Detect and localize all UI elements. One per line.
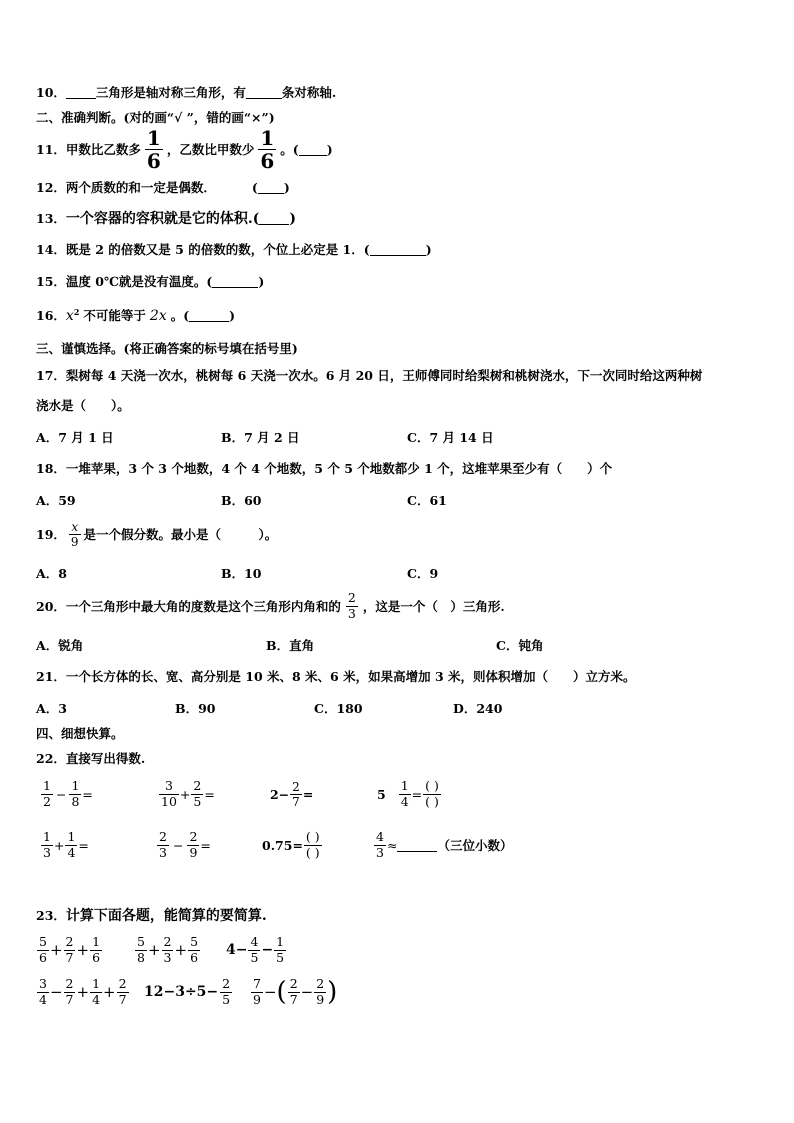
- answer-blank[interactable]: [299, 142, 327, 156]
- question-23: 23．计算下面各题，能简算的要简算.: [36, 908, 267, 924]
- option-a[interactable]: A．3: [36, 701, 67, 716]
- option-d[interactable]: D．240: [453, 701, 503, 716]
- expr-23-1c: 4− $\frac{4}{5}$ − $\frac{1}{5}$: [226, 934, 285, 965]
- option-a[interactable]: A．59: [36, 493, 76, 508]
- fraction: $\frac{2}{3}$: [347, 590, 356, 621]
- question-14: 14．既是 2 的倍数又是 5 的倍数的数，个位上必定是 1．( ): [36, 242, 432, 257]
- question-13: 13．一个容器的容积就是它的体积.( ): [36, 211, 297, 227]
- option-b[interactable]: B．90: [175, 701, 216, 716]
- expr-23-2b: 12−3÷5− $\frac{2}{5}$: [144, 976, 231, 1007]
- option-b[interactable]: B．60: [221, 493, 262, 508]
- option-a[interactable]: A．7 月 1 日: [36, 430, 114, 445]
- option-a[interactable]: A．锐角: [36, 638, 84, 653]
- fraction: $\frac{x}{9}$: [70, 519, 79, 549]
- expr-23-2a: $\frac{3}{4}$ − $\frac{2}{7}$ + $\frac{1}{4}$ + $\frac{2}{7}$: [39, 976, 127, 1007]
- option-c[interactable]: C．7 月 14 日: [407, 430, 494, 445]
- option-c[interactable]: C．180: [314, 701, 363, 716]
- question-18: 18．一堆苹果，3 个 3 个地数，4 个 4 个地数，5 个 5 个地数都少 1 个，这堆苹果至少有（ ）个: [36, 461, 613, 476]
- section-2-heading: 二、准确判断。(对的画“√ ”，错的画“×”): [36, 110, 275, 125]
- option-b[interactable]: B．7 月 2 日: [221, 430, 300, 445]
- option-c[interactable]: C．钝角: [496, 638, 544, 653]
- expr-23-1b: $\frac{5}{8}$ + $\frac{2}{3}$ + $\frac{5}{6}$: [137, 934, 199, 965]
- answer-blank[interactable]: [189, 308, 229, 322]
- question-10: 10． 三角形是轴对称三角形，有 条对称轴.: [36, 85, 337, 100]
- question-12: 12．两个质数的和一定是偶数． ( ): [36, 180, 290, 195]
- question-21: 21．一个长方体的长、宽、高分别是 10 米、8 米、6 米，如果高增加 3 米，则体积增加（ ）立方米。: [36, 669, 636, 684]
- expr-23-1a: $\frac{5}{6}$ + $\frac{2}{7}$ + $\frac{1}{6}$: [39, 934, 101, 965]
- expr-22f: $\frac{2}{3}$ − $\frac{2}{9}$ =: [159, 829, 211, 860]
- expr-22d: 5 $\frac{1}{4}$ = $\frac{( )}{( )}$: [377, 778, 439, 809]
- answer-blank[interactable]: [212, 274, 258, 288]
- answer-blank[interactable]: [246, 85, 282, 99]
- option-c[interactable]: C．9: [407, 566, 439, 581]
- section-4-heading: 四、细想快算。: [36, 726, 124, 741]
- option-b[interactable]: B．直角: [266, 638, 315, 653]
- expr-22c: 2− $\frac{2}{7}$ =: [270, 779, 314, 809]
- answer-blank[interactable]: [370, 242, 426, 256]
- answer-blank[interactable]: [258, 180, 284, 194]
- answer-blank[interactable]: [397, 838, 437, 852]
- question-15: 15．温度 0℃就是没有温度。( ): [36, 274, 265, 289]
- expr-22b: $\frac{3}{10}$ + $\frac{2}{5}$ =: [161, 778, 215, 809]
- option-b[interactable]: B．10: [221, 566, 262, 581]
- fraction: $\frac{1}{6}$: [146, 125, 161, 173]
- question-11: 11． 甲数比乙数多 $\frac{1}{6}$ ，乙数比甲数少 $\frac{1}{6}$ 。( ): [36, 125, 333, 173]
- expr-22h: $\frac{4}{3}$ ≈ （三位小数）: [376, 829, 513, 860]
- question-17-cont: 浇水是（ ）。: [36, 398, 130, 413]
- expr-23-2c: $\frac{7}{9}$ − ( $\frac{2}{7}$ − $\frac{2}{9}$ ): [253, 976, 338, 1007]
- question-19: 19． $\frac{x}{9}$ 是一个假分数。最小是（ ）。: [36, 519, 278, 549]
- option-c[interactable]: C．61: [407, 493, 447, 508]
- question-16: 16．$x^2$ 不可能等于 2x 。( ): [36, 306, 236, 324]
- question-17: 17．梨树每 4 天浇一次水，桃树每 6 天浇一次水。6 月 20 日，王师傅同时给梨树和桃树浇水，下一次同时给这两种树: [36, 368, 703, 383]
- section-3-heading: 三、谨慎选择。(将正确答案的标号填在括号里): [36, 341, 298, 356]
- expr-22a: $\frac{1}{2}$ − $\frac{1}{8}$ =: [43, 778, 93, 809]
- expr-22e: $\frac{1}{3}$ + $\frac{1}{4}$ =: [43, 829, 89, 860]
- question-20: 20． 一个三角形中最大角的度数是这个三角形内角和的 $\frac{2}{3}$ ，这是一个（ ）三角形.: [36, 590, 505, 621]
- expr-22g: 0.75= $\frac{( )}{( )}$: [262, 829, 320, 860]
- question-22: 22．直接写出得数.: [36, 751, 146, 766]
- option-a[interactable]: A．8: [36, 566, 67, 581]
- answer-blank[interactable]: [66, 85, 96, 99]
- answer-blank[interactable]: [259, 211, 289, 225]
- fraction: $\frac{1}{6}$: [260, 125, 275, 173]
